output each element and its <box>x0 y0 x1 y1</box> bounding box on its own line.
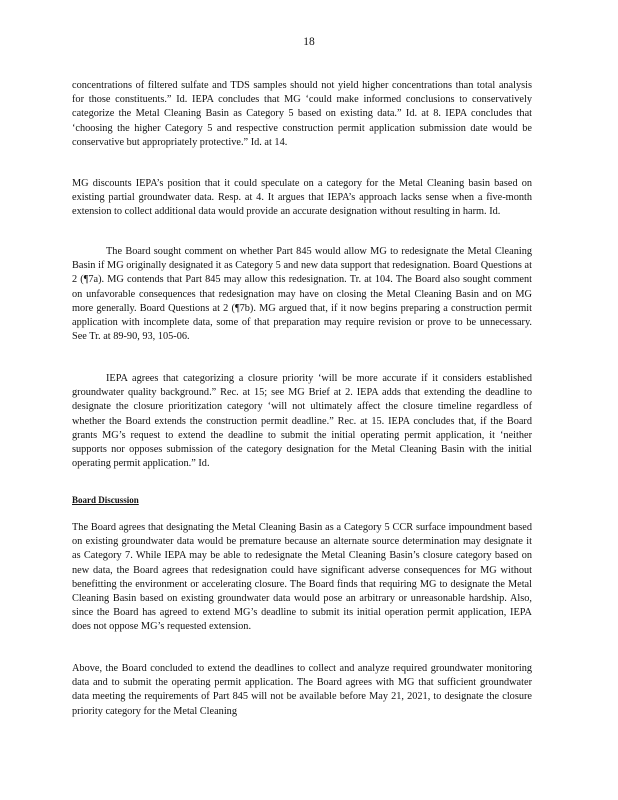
paragraph-iepa-conclusions: concentrations of filtered sulfate and TDS samples should not yield higher concentrations than total analysis for those constituents.” Id. IEPA concludes that MG ‘could make informed conclusions to conservatively categorize the Metal Cleaning Basin as Category 5 based on existing data.” Id. at 8. IEPA concludes that ‘choosing the higher Category 5 and respective construction permit application submission date would be conservative but appropriately protective.” Id. at 14. <box>72 80 532 148</box>
paragraph-board-agrees: The Board agrees that designating the Metal Cleaning Basin as a Category 5 CCR surface impoundment based on existing groundwater data would be premature because an alternate source determination may designate it as Category 7. While IEPA may be able to redesignate the Metal Cleaning Basin’s closure category based on new data, the Board agrees that redesignation could have significant adverse consequences for MG without benefitting the environment or accelerating closure. The Board finds that requiring MG to designate the Metal Cleaning Basin based on existing groundwater data would pose an arbitrary or unreasonable hardship. Also, since the Board has agreed to extend MG’s deadline to submit its initial operation permit application, IEPA does not oppose MG’s requested extension. <box>72 522 532 633</box>
paragraph-board-concluded: Above, the Board concluded to extend the deadlines to collect and analyze required groundwater monitoring data and to submit the operating permit application. The Board agrees with MG that sufficient groundwater data meeting the requirements of Part 845 will not be available before May 21, 2021, to designate the closure priority category for the Metal Cleaning <box>72 663 532 717</box>
paragraph-iepa-agrees <box>72 372 532 471</box>
paragraph-text: The Board sought comment on whether Part 845 would allow MG to redesignate the Metal Cleaning Basin if MG originally designated it as Category 5 and new data support that redesignation. Board Questions at 2 (¶7a). MG contends that Part 845 may allow this redesignation. Tr. at 104. The Board also sought comment on unfavorable consequences that redesignation may have on closing the Metal Cleaning Basin and on MG more generally. Board Questions at 2 (¶7b). MG argued that, if it now begins preparing a construction permit application with incomplete data, some of that preparation may require revision or prove to be unnecessary. See Tr. at 89-90, 93, 105-06. <box>72 246 532 343</box>
paragraph-mg-discounts: MG discounts IEPA’s position that it could speculate on a category for the Metal Cleaning basin based on existing partial groundwater data. Resp. at 4. It argues that IEPA’s approach lacks sense when a five-month extension to collect additional data would provide an accurate designation without resulting in harm. Id. <box>72 178 532 218</box>
page-number: 18 <box>303 36 315 48</box>
paragraph-text: IEPA agrees that categorizing a closure priority ‘will be more accurate if it considers established groundwater quality background.” Rec. at 15; see MG Brief at 2. IEPA adds that extending the deadline to designate the closure prioritization category ‘will not ultimately affect the closure timeline regardless of whether the Board extends the construction permit deadline.” Rec. at 15. IEPA concludes that, if the Board grants MG’s request to extend the deadline to submit the initial operating permit application, it ‘neither supports nor opposes submission of the category designation for the Metal Cleaning Basin with the initial operating permit application.” Id. <box>72 373 532 470</box>
paragraph-board-sought-comment <box>72 245 532 344</box>
section-heading: Board Discussion <box>72 495 139 505</box>
